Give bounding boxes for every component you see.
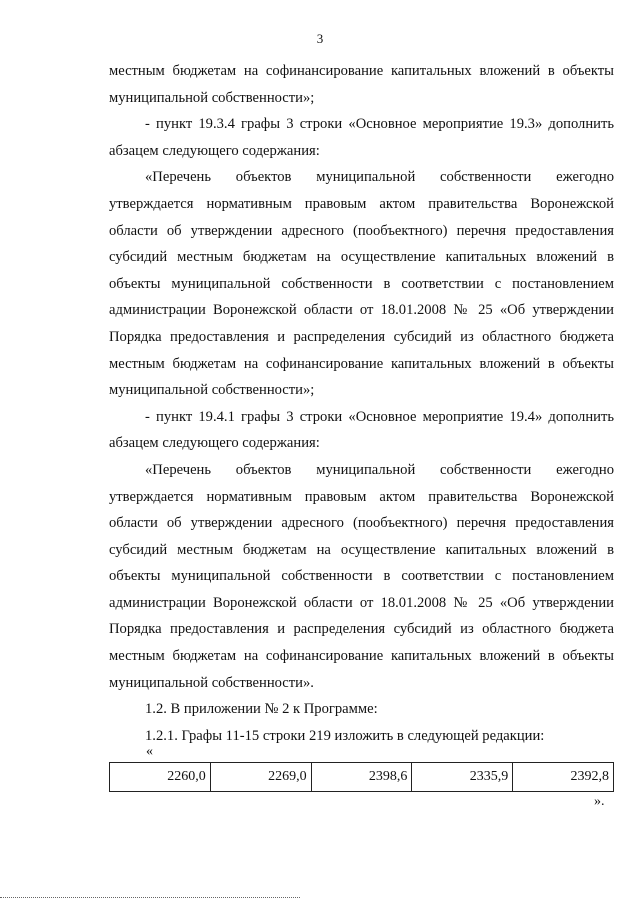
paragraph-line: объекты муниципальной собственности в соответствии с постановлением — [109, 275, 614, 292]
paragraph-line: администрации Воронежской области от 18.01.2008 № 25 «Об утверждении — [109, 302, 614, 319]
document-body — [109, 58, 614, 749]
table-cell-col-12: 2269,0 — [210, 763, 311, 792]
paragraph-line: утверждается нормативным правовым актом правительства Воронежской — [109, 195, 614, 212]
page-number: 3 — [316, 31, 324, 46]
table-cell-col-11: 2260,0 — [110, 763, 211, 792]
paragraph-line: муниципальной собственности»; — [109, 382, 315, 399]
paragraph-line: Порядка предоставления и распределения субсидий из областного бюджета — [109, 621, 614, 638]
paragraph-line: местным бюджетам на софинансирование капитальных вложений в объекты — [109, 63, 614, 79]
closing-quote: ». — [594, 794, 605, 809]
footer-rule — [0, 897, 300, 898]
paragraph-line: «Перечень объектов муниципальной собственности ежегодно — [145, 169, 614, 186]
paragraph-line: объекты муниципальной собственности в соответствии с постановлением — [109, 568, 614, 585]
table-row — [110, 763, 614, 792]
paragraph-line: области об утверждении адресного (пообъектного) перечня предоставления — [109, 222, 614, 239]
table-cell-col-14: 2335,9 — [412, 763, 513, 792]
paragraph-line: муниципальной собственности»; — [109, 89, 315, 106]
table-cell-col-13: 2398,6 — [311, 763, 412, 792]
paragraph-line: 1.2.1. Графы 11-15 строки 219 изложить в следующей редакции: — [145, 727, 545, 744]
paragraph-line: местным бюджетам на софинансирование капитальных вложений в объекты — [109, 355, 614, 372]
paragraph-line: субсидий местным бюджетам на осуществление капитальных вложений в — [109, 249, 614, 266]
paragraph-line: 1.2. В приложении № 2 к Программе: — [145, 701, 378, 718]
paragraph-line: - пункт 19.4.1 графы 3 строки «Основное мероприятие 19.4» дополнить — [145, 408, 614, 425]
paragraph-line: области об утверждении адресного (пообъектного) перечня предоставления — [109, 515, 614, 532]
paragraph-line: муниципальной собственности». — [109, 674, 314, 691]
paragraph-line: местным бюджетам на софинансирование капитальных вложений в объекты — [109, 648, 614, 665]
paragraph-line: Порядка предоставления и распределения субсидий из областного бюджета — [109, 328, 614, 345]
budget-table — [109, 762, 614, 792]
paragraph-line: - пункт 19.3.4 графы 3 строки «Основное мероприятие 19.3» дополнить — [145, 116, 614, 133]
paragraph-line: утверждается нормативным правовым актом правительства Воронежской — [109, 488, 614, 505]
paragraph-line: абзацем следующего содержания: — [109, 142, 320, 159]
paragraph-line: «Перечень объектов муниципальной собственности ежегодно — [145, 461, 614, 478]
paragraph-line: субсидий местным бюджетам на осуществление капитальных вложений в — [109, 541, 614, 558]
paragraph-line: абзацем следующего содержания: — [109, 435, 320, 452]
paragraph-line: администрации Воронежской области от 18.01.2008 № 25 «Об утверждении — [109, 594, 614, 611]
opening-quote: « — [146, 744, 153, 759]
table-cell-col-15: 2392,8 — [513, 763, 614, 792]
